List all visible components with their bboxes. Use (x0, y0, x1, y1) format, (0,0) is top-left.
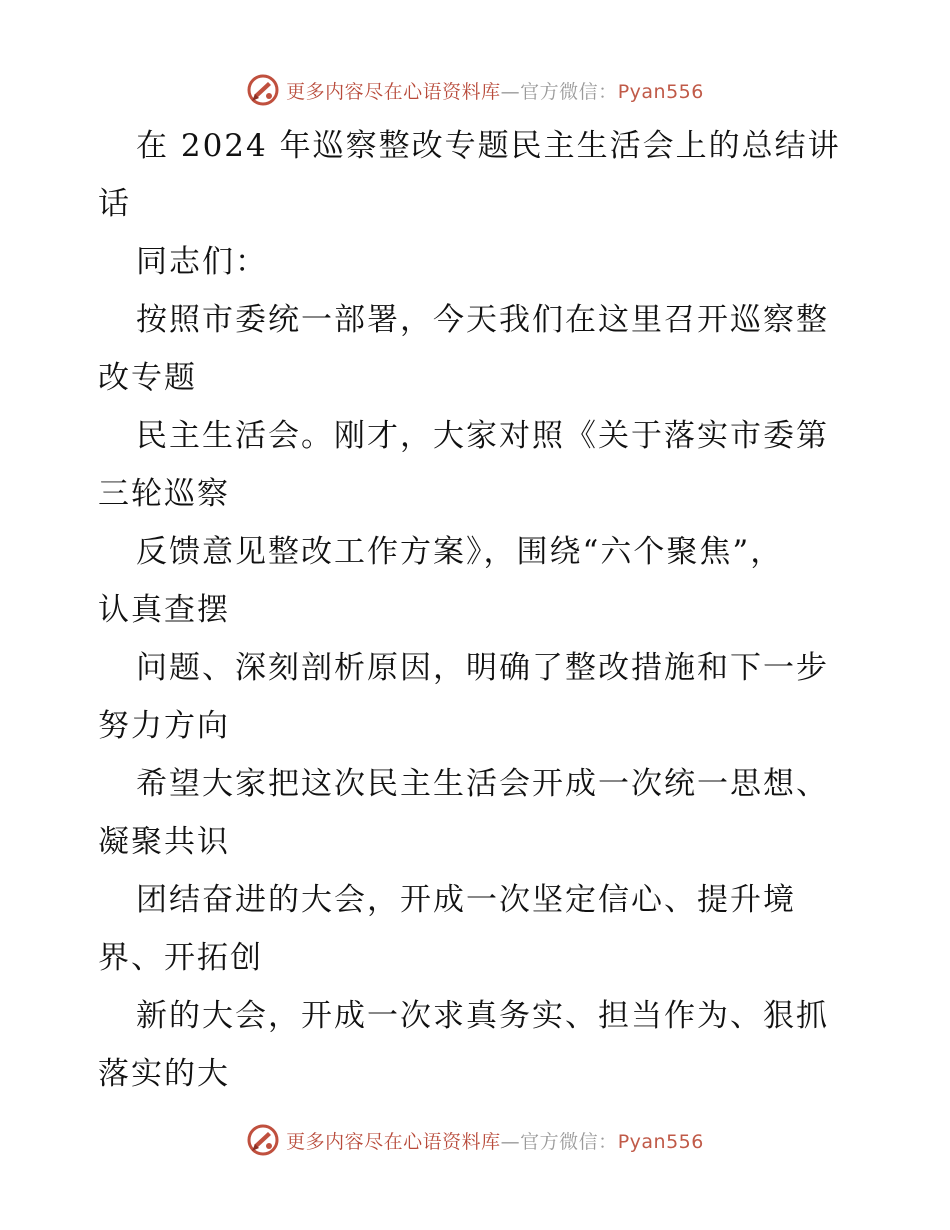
banner-wechat-label: 官方微信： (520, 80, 618, 103)
document-title-line-1: 在 2024 年巡察整改专题民主生活会上的总结讲 (136, 128, 841, 164)
document-line: 三轮巡察 (98, 476, 230, 512)
banner-dash: — (500, 1130, 521, 1153)
banner-brand: 更多内容尽在心语资料库 (286, 80, 501, 103)
document-line: 努力方向 (98, 708, 230, 744)
banner-text (286, 1127, 704, 1154)
pen-circle-logo-icon (246, 73, 280, 107)
document-line: 落实的大 (98, 1056, 230, 1092)
banner-text (286, 77, 704, 104)
pen-circle-logo-icon (246, 1123, 280, 1157)
document-line: 希望大家把这次民主生活会开成一次统一思想、 (136, 766, 829, 802)
header-banner (0, 70, 950, 110)
banner-dash: — (500, 80, 521, 103)
document-line: 按照市委统一部署，今天我们在这里召开巡察整 (136, 302, 829, 338)
document-line: 问题、深刻剖析原因，明确了整改措施和下一步 (136, 650, 829, 686)
banner-wechat-label: 官方微信： (520, 1130, 618, 1153)
banner-brand: 更多内容尽在心语资料库 (286, 1130, 501, 1153)
document-line: 反馈意见整改工作方案》，围绕“六个聚焦”， (136, 534, 784, 570)
document-line: 改专题 (98, 360, 197, 396)
footer-banner (0, 1120, 950, 1160)
document-line: 团结奋进的大会，开成一次坚定信心、提升境 (136, 882, 796, 918)
document-line: 凝聚共识 (98, 824, 230, 860)
banner-wechat-id: Pyan556 (617, 80, 704, 103)
document-line: 新的大会，开成一次求真务实、担当作为、狠抓 (136, 998, 829, 1034)
document-body (98, 117, 858, 1103)
banner-wechat-id: Pyan556 (617, 1130, 704, 1153)
document-title-line-2: 话 (98, 186, 131, 222)
document-line: 界、开拓创 (98, 940, 263, 976)
document-salutation: 同志们： (136, 244, 268, 280)
document-line: 认真查摆 (98, 592, 230, 628)
document-line: 民主生活会。刚才，大家对照《关于落实市委第 (136, 418, 829, 454)
